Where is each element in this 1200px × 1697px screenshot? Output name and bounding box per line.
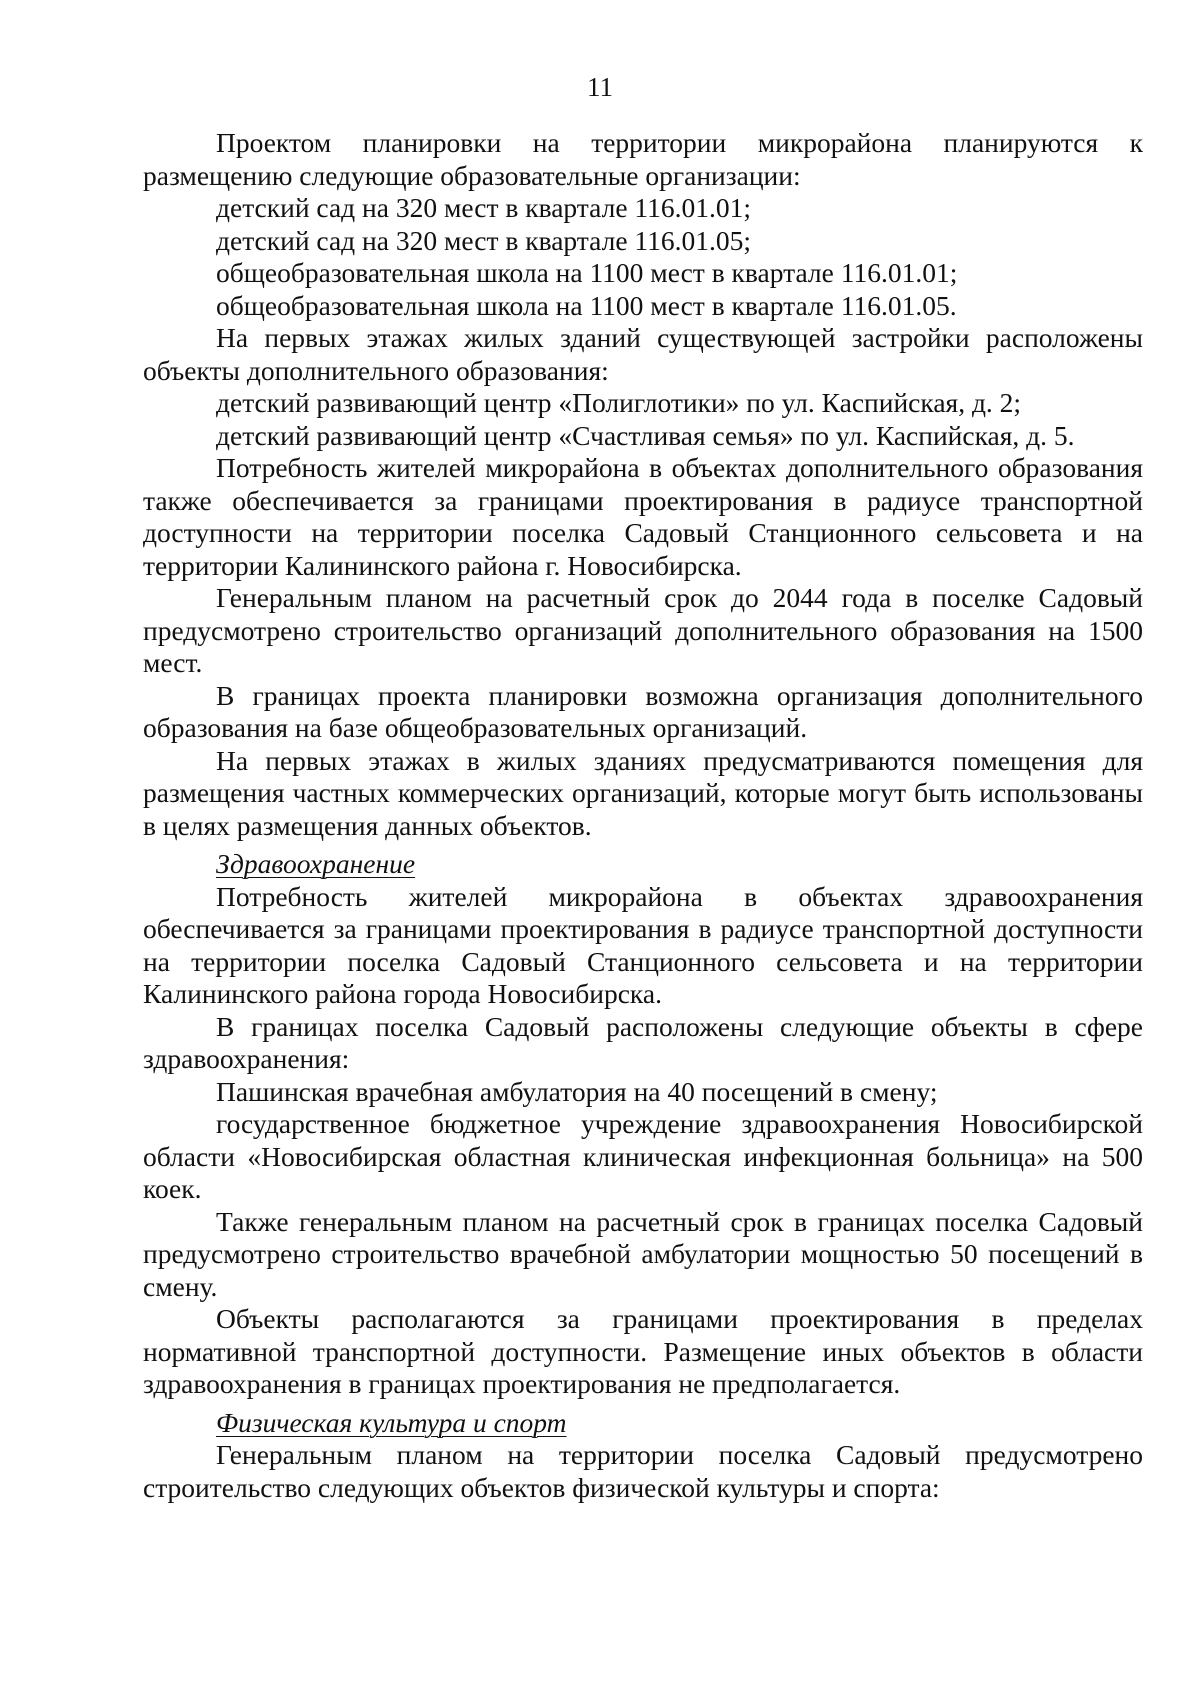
list-item: детский сад на 320 мест в квартале 116.01.01; bbox=[216, 192, 752, 223]
document-body bbox=[143, 127, 1143, 1504]
paragraph: Проектом планировки на территории микрорайона планируются к размещению следующие образовательные организации: bbox=[143, 127, 1143, 191]
list-item: общеобразовательная школа на 1100 мест в квартале 116.01.01; bbox=[216, 257, 958, 288]
paragraph: На первых этажах жилых зданий существующей застройки расположены объекты дополнительного образования: bbox=[143, 322, 1143, 386]
paragraph: На первых этажах в жилых зданиях предусматриваются помещения для размещения частных коммерческих организаций, которые могут быть использованы в целях размещения данных объектов. bbox=[143, 744, 1143, 841]
paragraph: Объекты располагаются за границами проектирования в пределах нормативной транспортной доступности. Размещение иных объектов в области здравоохранения в границах проектирования не предполагается. bbox=[143, 1303, 1143, 1399]
list-item: государственное бюджетное учреждение здравоохранения Новосибирской области «Новосибирская областная клиническая инфекционная больница» на 500 коек. bbox=[143, 1108, 1143, 1204]
paragraph: Генеральным планом на расчетный срок до 2044 года в поселке Садовый предусмотрено строительство организаций дополнительного образования на 1500 мест. bbox=[143, 582, 1143, 678]
list-item: общеобразовательная школа на 1100 мест в квартале 116.01.05. bbox=[216, 289, 957, 321]
paragraph: Генеральным планом на территории поселка Садовый предусмотрено строительство следующих объектов физической культуры и спорта: bbox=[143, 1439, 1143, 1503]
paragraph: Потребность жителей микрорайона в объектах здравоохранения обеспечивается за границами проектирования в радиусе транспортной доступности на территории поселка Садовый Станционного сельсовета и на территории Калининского района города Новосибирска. bbox=[143, 880, 1143, 1009]
list-item: детский развивающий центр «Счастливая семья» по ул. Каспийская, д. 5. bbox=[216, 419, 1075, 451]
list-item: Пашинская врачебная амбулатория на 40 посещений в смену; bbox=[216, 1075, 938, 1107]
paragraph: Потребность жителей микрорайона в объектах дополнительного образования также обеспечивается за границами проектирования в радиусе транспортной доступности на территории поселка Садовый Станционного сельсовета и на территории Калининского района г. Новосибирска. bbox=[143, 452, 1143, 581]
paragraph: В границах поселка Садовый расположены следующие объекты в сфере здравоохранения: bbox=[143, 1010, 1143, 1074]
section-heading-sport: Физическая культура и спорт bbox=[216, 1406, 567, 1438]
list-item: детский сад на 320 мест в квартале 116.01.05; bbox=[216, 224, 752, 256]
page-number: 11 bbox=[587, 72, 613, 102]
paragraph: В границах проекта планировки возможна организация дополнительного образования на базе общеобразовательных организаций. bbox=[143, 679, 1143, 743]
list-item: детский развивающий центр «Полиглотики» по ул. Каспийская, д. 2; bbox=[216, 387, 1022, 418]
section-heading-health: Здравоохранение bbox=[216, 848, 416, 879]
paragraph: Также генеральным планом на расчетный срок в границах поселка Садовый предусмотрено строительство врачебной амбулатории мощностью 50 посещений в смену. bbox=[143, 1205, 1143, 1302]
